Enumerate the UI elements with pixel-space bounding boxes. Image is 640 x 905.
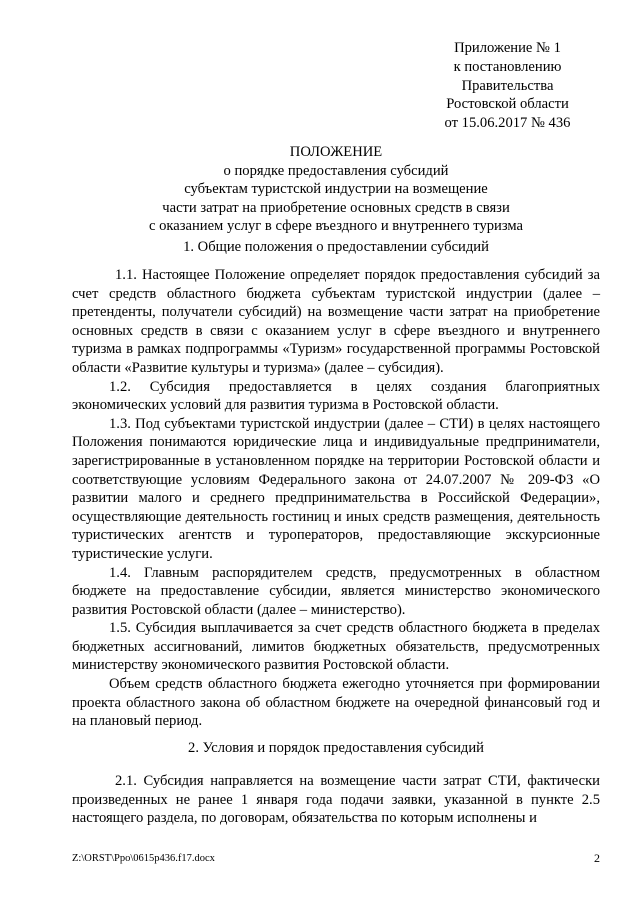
- section-2-body: [72, 772, 600, 828]
- section-2-heading: 2. Условия и порядок предоставления субсидий: [188, 740, 484, 756]
- paragraph-1-3: 1.3. Под субъектами туристской индустрии (далее – СТИ) в целях настоящего Положения понимаются юридические лица и индивидуальные предприниматели, зарегистрированные в установленном порядке на территории Ростовской области и соответствующие условиям Федерального закона от 24.07.2007 № 209-ФЗ «О развитии малого и среднего предпринимательства в Российской Федерации», осуществляющие деятельность гостиниц и иных средств размещения, деятельность туристических агентств и туроператоров, предоставляющие экскурсионные туристические услуги.: [72, 415, 600, 562]
- title-line: субъектам туристской индустрии на возмещение: [184, 181, 488, 198]
- title-line: о порядке предоставления субсидий: [223, 162, 449, 179]
- paragraph-1-4: 1.4. Главным распорядителем средств, предусмотренных в областном бюджете на предоставление субсидии, является министерство экономического развития Ростовской области (далее – министерство).: [72, 564, 600, 618]
- appendix-reference: [415, 39, 600, 133]
- appendix-line: к постановлению: [453, 58, 562, 75]
- document-title: [72, 143, 600, 236]
- title-line: части затрат на приобретение основных средств в связи: [162, 199, 510, 216]
- paragraph-1-5-cont: Объем средств областного бюджета ежегодно уточняется при формировании проекта областного закона об областном бюджете на очередной финансовый год и на плановый период.: [72, 676, 600, 730]
- paragraph-1-5: 1.5. Субсидия выплачивается за счет средств областного бюджета в пределах бюджетных ассигнований, лимитов бюджетных обязательств, предусмотренных министерству экономического развития Ростовской области.: [72, 620, 600, 674]
- paragraph-2-1: 2.1. Субсидия направляется на возмещение части затрат СТИ, фактически произведенных не ранее 1 января года подачи заявки, указанной в пункте 2.5 настоящего раздела, по договорам, обязательства по которым исполнены и: [72, 773, 600, 827]
- appendix-line: Правительства: [461, 77, 554, 94]
- appendix-line: Ростовской области: [446, 96, 569, 113]
- title-heading: ПОЛОЖЕНИЕ: [289, 144, 383, 160]
- title-line: с оказанием услуг в сфере въездного и внутреннего туризма: [148, 218, 524, 235]
- appendix-line: Приложение № 1: [454, 40, 561, 56]
- file-path-footer: Z:\ORST\Ppo\0615p436.f17.docx: [72, 853, 215, 864]
- paragraph-1-2: 1.2. Субсидия предоставляется в целях создания благоприятных экономических условий для развития туризма в Ростовской области.: [72, 378, 600, 414]
- section-1-heading: 1. Общие положения о предоставлении субсидий: [183, 239, 489, 255]
- appendix-line: от 15.06.2017 № 436: [444, 115, 571, 132]
- page-number: 2: [594, 851, 600, 865]
- section-1-body: [72, 266, 600, 731]
- paragraph-1-1: 1.1. Настоящее Положение определяет порядок предоставления субсидий за счет средств областного бюджета субъектам туристской индустрии (далее – претенденты, получатели субсидий) на возмещение части затрат на приобретение основных средств в связи с оказанием услуг в сфере въездного и внутреннего туризма в рамках подпрограммы «Туризм» государственной программы Ростовской области «Развитие культуры и туризма» (далее – субсидия).: [72, 267, 600, 376]
